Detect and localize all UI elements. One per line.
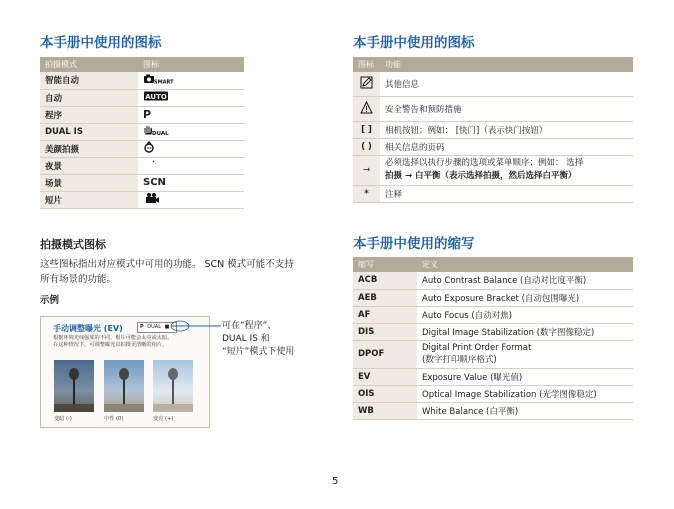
definition-line2: (数字打印顺序格式) (422, 355, 497, 365)
mode-name: DUAL IS (40, 123, 138, 140)
example-box (40, 316, 210, 428)
function-desc: 安全警告和预防措施 (380, 96, 633, 121)
mode-name: 自动 (40, 89, 138, 106)
page-number: 5 (332, 476, 339, 487)
caption-neutral: 中性 (0) (104, 416, 124, 422)
warning-triangle-icon (353, 96, 380, 121)
table-row (353, 72, 633, 96)
abbreviations-table (353, 257, 633, 420)
definition (417, 340, 633, 368)
shooting-mode-icon-table (40, 57, 244, 209)
definition: Optical Image Stabilization (光学图像稳定) (417, 385, 633, 402)
table-row (40, 72, 244, 89)
table-row (40, 157, 244, 174)
mode-name: 短片 (40, 191, 138, 208)
table-row (353, 402, 633, 419)
mode-icons-text-line1: 这些图标指出对应模式中可用的功能。 SCN 模式可能不支持 (40, 259, 294, 270)
header-definition: 定义 (417, 257, 633, 272)
header-shooting-mode: 拍摄模式 (40, 57, 138, 72)
example-description (53, 335, 207, 349)
callout-text (222, 320, 294, 359)
callout-line (170, 320, 222, 332)
table-row (40, 140, 244, 157)
table-row (353, 96, 633, 121)
table-row (353, 121, 633, 138)
mode-name: 智能自动 (40, 72, 138, 89)
badge-program: P (140, 324, 144, 330)
function-desc: 注释 (380, 185, 633, 202)
badge-movie-icon: ■ (164, 324, 170, 330)
mode-icons-heading: 拍摄模式图标 (40, 238, 106, 251)
table-row (353, 185, 633, 202)
table-row (353, 385, 633, 402)
table-row (353, 368, 633, 385)
auto-icon-label: AUTO (145, 93, 167, 101)
callout-line1: 可在“程序”、 (222, 321, 277, 331)
abbreviation: WB (353, 402, 417, 419)
definition: Auto Contrast Balance (自动对比度平衡) (417, 272, 633, 289)
definition-line1: Digital Print Order Format (422, 343, 532, 353)
table-row (40, 89, 244, 106)
mode-name: 美颜拍摄 (40, 140, 138, 157)
left-section-title: 本手册中使用的图标 (40, 35, 162, 51)
abbreviation: ACB (353, 272, 417, 289)
icon-function-table (353, 57, 633, 203)
example-desc-line1: 根据环境光线强度的不同，相片可能会太亮或太暗。 (53, 335, 173, 341)
paren-symbol: ( ) (353, 138, 380, 155)
table-row (353, 272, 633, 289)
scene-mode-icon (138, 174, 244, 191)
example-title: 手动调整曝光 (EV) (53, 324, 123, 333)
abbreviation: DIS (353, 323, 417, 340)
mode-icons-text-line2: 所有场景的功能。 (40, 274, 117, 285)
asterisk-symbol: * (353, 185, 380, 202)
auto-mode-icon (138, 89, 244, 106)
table-row (353, 306, 633, 323)
header-abbreviation: 缩写 (353, 257, 417, 272)
mode-name: 场景 (40, 174, 138, 191)
function-desc-line1: 必须选择以执行步骤的选项或菜单顺序；例如： 选择 (385, 158, 584, 168)
definition: White Balance (白平衡) (417, 402, 633, 419)
right-section-title: 本手册中使用的图标 (353, 35, 475, 51)
table-row (40, 174, 244, 191)
example-label: 示例 (40, 295, 60, 306)
definition: Auto Exposure Bracket (自动包围曝光) (417, 289, 633, 306)
abbreviation: OIS (353, 385, 417, 402)
program-mode-icon (138, 106, 244, 123)
beauty-face-icon (138, 140, 244, 157)
scene-icon-label: SCN (143, 177, 166, 188)
table-header-row (353, 57, 633, 72)
abbreviations-title: 本手册中使用的缩写 (353, 236, 475, 252)
dual-is-hand-icon (138, 123, 244, 140)
mode-name: 夜景 (40, 157, 138, 174)
definition: Exposure Value (曝光值) (417, 368, 633, 385)
table-row (353, 323, 633, 340)
arrow-symbol: → (353, 155, 380, 185)
photo-neutral (104, 360, 144, 412)
night-moon-icon (138, 157, 244, 174)
definition: Digital Image Stabilization (数字图像稳定) (417, 323, 633, 340)
abbreviation: DPOF (353, 340, 417, 368)
callout-line3: “短片”模式下使用 (222, 347, 295, 357)
function-desc: 相机按钮；例如： [快门]（表示快门按钮） (380, 121, 633, 138)
function-desc (380, 155, 633, 185)
movie-camera-icon (138, 191, 244, 208)
note-pencil-icon (353, 72, 380, 96)
table-row (40, 123, 244, 140)
bracket-symbol: [ ] (353, 121, 380, 138)
badge-dual: DUAL (147, 324, 161, 330)
function-desc: 其他信息 (380, 72, 633, 96)
mode-name: 程序 (40, 106, 138, 123)
photo-bright (153, 360, 193, 412)
abbreviation: EV (353, 368, 417, 385)
table-header-row (40, 57, 244, 72)
header-icon: 图标 (353, 57, 380, 72)
photo-dark (54, 360, 94, 412)
function-desc-line2: 拍摄 → 白平衡（表示选择拍摄，然后选择白平衡） (385, 171, 577, 181)
header-icon: 图标 (138, 57, 244, 72)
table-header-row (353, 257, 633, 272)
dual-icon-label: DUAL (152, 131, 169, 136)
callout-line2: DUAL IS 和 (222, 334, 270, 344)
header-function: 功能 (380, 57, 633, 72)
table-row (40, 106, 244, 123)
table-row (353, 340, 633, 368)
program-icon-label: P (143, 108, 152, 121)
table-row (40, 191, 244, 208)
example-desc-line2: 在这种情况下，可调整曝光以拍摄更清晰的相片。 (53, 342, 168, 348)
table-row (353, 138, 633, 155)
abbreviation: AF (353, 306, 417, 323)
caption-dark: 变暗 (-) (54, 416, 72, 422)
table-row (353, 155, 633, 185)
smart-auto-camera-icon (138, 72, 244, 89)
mode-icons-text (40, 257, 330, 287)
table-row (353, 289, 633, 306)
caption-bright: 变亮 (+) (153, 416, 174, 422)
definition: Auto Focus (自动对焦) (417, 306, 633, 323)
smart-icon-label: SMART (154, 79, 174, 85)
function-desc: 相关信息的页码 (380, 138, 633, 155)
abbreviation: AEB (353, 289, 417, 306)
